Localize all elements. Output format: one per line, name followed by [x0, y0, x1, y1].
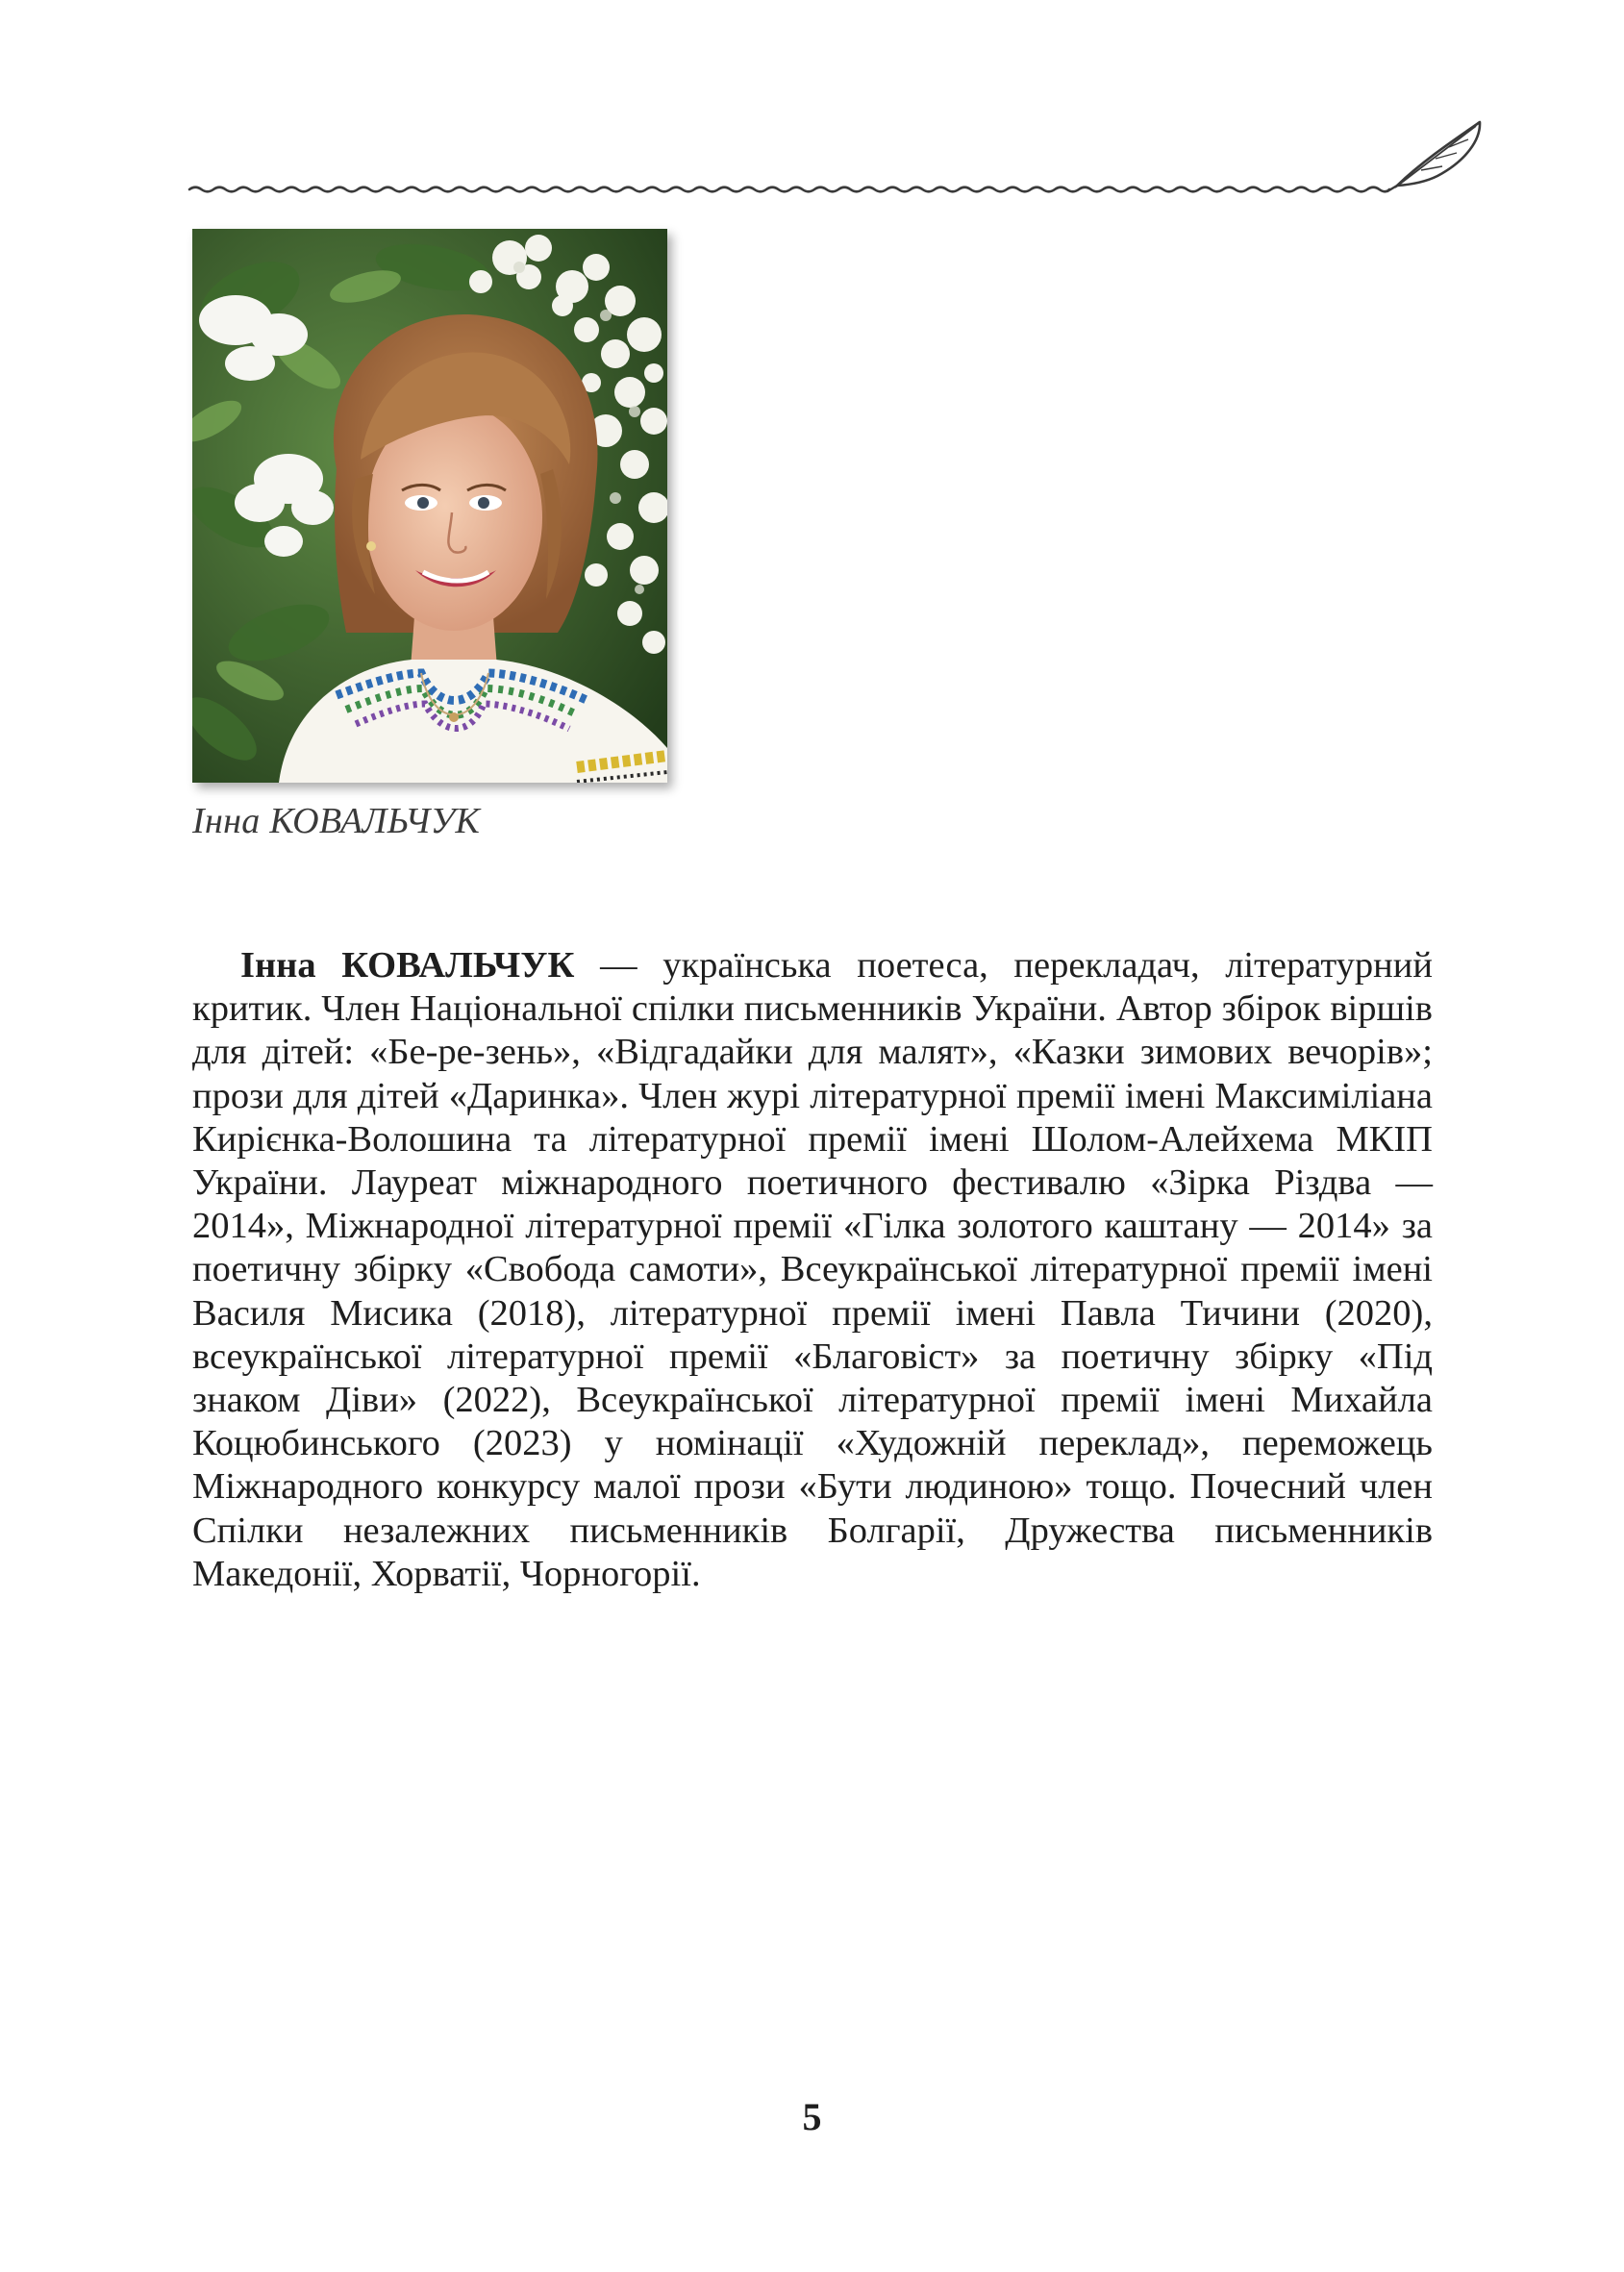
author-name: Інна КОВАЛЬЧУК: [240, 945, 575, 986]
biography-text: — українська поетеса, перекладач, літературний критик. Член Національної спілки письменників України. Автор збірок віршів для дітей: «Бе-ре-зень», «Відгадайки для малят», «Казки зимових вечорів»; прози для дітей «Даринка». Член журі літературної премії імені Максиміліана Кирієнка-Волошина та літературної премії імені Шолом-Алейхема МКІП України. Лауреат міжнародного поетичного фестивалю «Зірка Різдва — 2014», Міжнародної літературної премії «Гілка золотого каштану — 2014» за поетичну збірку «Свобода самоти», Всеукраїнської літературної премії імені Василя Мисика (2018), літературної премії імені Павла Тичини (2020), всеукраїнської літературної премії «Благовіст» за поетичну збірку «Під знаком Діви» (2022), Всеукраїнської літературної премії імені Михайла Коцюбинського (2023) у номінації «Художній переклад», переможець Міжнародного конкурсу малої прози «Бути людиною» тощо. Почесний член Спілки незалежних письменників Болгарії, Дружества письменників Македонії, Хорватії, Чорногорії.: [192, 945, 1433, 1594]
page-number: 5: [802, 2095, 822, 2138]
photo-caption: Інна КОВАЛЬЧУК: [192, 801, 481, 841]
author-biography: [192, 944, 1433, 1596]
author-portrait-photo: [192, 229, 667, 783]
quill-feather-icon: [1387, 122, 1480, 191]
wavy-line: [189, 187, 1389, 192]
header-ornament: [187, 111, 1486, 207]
